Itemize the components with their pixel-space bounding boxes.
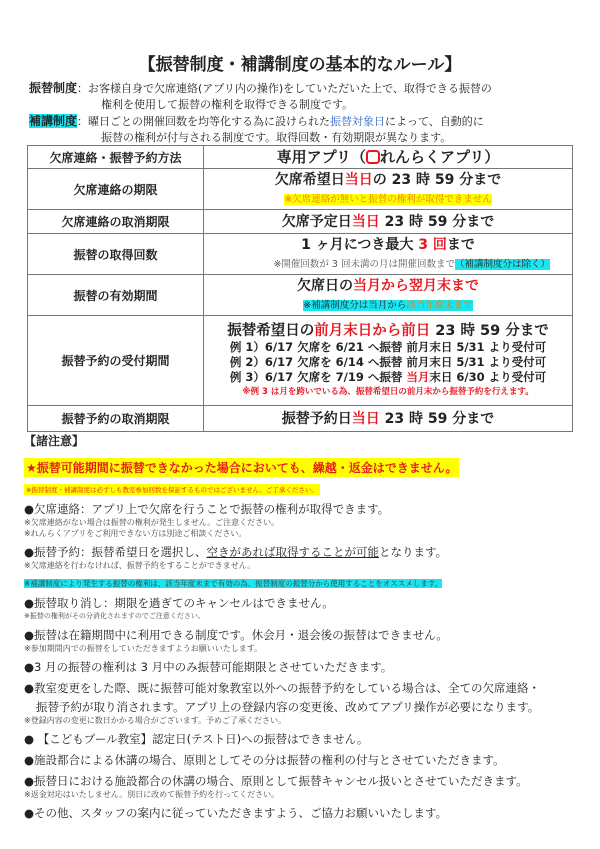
note-item-cont: 振替予約が取り消されます。アプリ上の登録内容の変更後、改めてアプリ操作が必要になります。 (36, 700, 540, 714)
t: となります。 (379, 545, 448, 559)
t-red: 前月末日から前日 (314, 323, 431, 339)
row-value (204, 316, 573, 406)
row-value (204, 275, 573, 316)
t: 振替予約日 (281, 410, 352, 427)
table-row (28, 146, 573, 169)
t: 末日 6/30 より受付可 (429, 370, 547, 384)
hoko-desc-2: 振替の権利が付与される制度です。取得回数・有効期限が異なります。 (101, 131, 452, 144)
note-sub: ※参加期間内での振替をしていただきますようお願いいたします。 (24, 644, 263, 653)
row-note-highlight: （補講制度分は除く） (454, 259, 550, 270)
row-value (204, 169, 573, 210)
app-name: れんらくアプリ） (380, 148, 500, 166)
table-row (28, 275, 573, 316)
table-row (28, 169, 573, 210)
note-item: ●振替は在籍期間中に利用できる制度です。休会月・退会後の振替はできません。 (24, 628, 448, 642)
note-item (24, 544, 584, 560)
t: 23 時 59 分まで (379, 213, 495, 230)
t-red: 当日 (344, 172, 373, 188)
t-red: 当月から翌月末まで (353, 278, 479, 294)
t-red: 当日 (351, 213, 380, 230)
note-item: ●3 月の振替の権利は 3 月中のみ振替可能期限とさせていただきます。 (24, 660, 393, 674)
hoko-desc: ：曜日ごとの開催回数を均等化する為に設けられた (77, 115, 331, 128)
t: ●振替予約：振替希望日を選択し、 (24, 545, 207, 559)
note-highlight: ※補講制度により発生する振替の権利は、該当年度末まで有効の為、振替制度の振替分から使用することをオススメします。 (24, 579, 443, 588)
t: まで (446, 237, 475, 253)
t: 例 3）6/17 欠席を 7/19 へ振替 (229, 370, 407, 384)
t-red: 当月 (406, 370, 430, 384)
t: 欠席予定日 (281, 213, 352, 230)
furikae-term: 振替制度 (29, 81, 78, 95)
row-label: 振替予約の受付期間 (28, 316, 204, 406)
t: 23 時 59 分まで (379, 410, 495, 427)
furikae-desc-2: 権利を使用して振替の権利を取得できる制度です。 (101, 98, 354, 111)
notes-section (24, 432, 584, 821)
t: 欠席日の (297, 278, 353, 294)
note-sub: ※欠席連絡を行わなければ、振替予約をすることができません。 (24, 561, 256, 570)
row-label: 欠席連絡の期限 (28, 169, 204, 210)
note-item: ● 【こどもプール教室】認定日(テスト日)への振替はできません。 (24, 732, 369, 746)
t: 23 時 59 分まで (430, 323, 549, 339)
row-value (204, 210, 573, 234)
row-value (204, 146, 573, 169)
table-row (28, 210, 573, 234)
row-note: ※開催回数が 3 回未満の月は開催回数まで (273, 259, 455, 270)
definitions (29, 80, 574, 146)
note-sub: ※返金対応はいたしません。別日に改めて振替予約を行ってください。 (24, 790, 280, 799)
note-item: ●欠席連絡：アプリ上で欠席を行うことで振替の権利が取得できます。 (24, 502, 390, 516)
furikae-desc: ：お客様自身で欠席連絡(アプリ内の操作)をしていただいた上で、取得できる振替の (77, 82, 492, 95)
t: ※補講制度分は当月から (303, 300, 407, 311)
note-item: ●振替取り消し：期限を過ぎてのキャンセルはできません。 (24, 596, 334, 610)
t: 振替希望日の (227, 323, 315, 339)
t: 該当年度末まで (406, 300, 473, 311)
note-sub: ※れんらくアプリをご利用できない方は別途ご相談ください。 (24, 529, 247, 538)
rules-table (27, 145, 573, 432)
table-row (28, 234, 573, 275)
note-sub: ※登録内容の変更に数日かかる場合がございます。予めご了承ください。 (24, 716, 287, 725)
note-sub: ※振替の権利がその分消化されますのでご注意ください。 (24, 612, 205, 620)
example-3 (204, 370, 572, 385)
row-label: 欠席連絡・振替予約方法 (28, 146, 204, 169)
note-item: ●施設都合による休講の場合、原則としてその分は振替の権利の付与とさせていただきます。 (24, 753, 505, 767)
page-title: 【振替制度・補講制度の基本的なルール】 (138, 55, 462, 75)
note-item: ●教室変更をした際、既に振替可能対象教室以外への振替予約をしている場合は、全ての欠席連絡・ (24, 681, 541, 695)
note-item: ●その他、スタッフの案内に従っていただきますよう、ご協力お願いいたします。 (24, 806, 448, 820)
row-note (303, 300, 472, 311)
row-label: 振替予約の取消期限 (28, 406, 204, 432)
star-warning: ★振替可能期間に振替できなかった場合においても、繰越・返金はできません。 (24, 458, 459, 477)
t-red: 当日 (351, 410, 380, 427)
table-row (28, 406, 573, 432)
row-value (204, 406, 573, 432)
row-label: 振替の取得回数 (28, 234, 204, 275)
notes-heading: 【諸注意】 (24, 434, 85, 448)
table-row (28, 316, 573, 406)
row-label: 欠席連絡の取消期限 (28, 210, 204, 234)
example-2: 例 2）6/17 欠席を 6/14 へ振替 前月末日 5/31 より受付可 (229, 355, 547, 369)
row-label: 振替の有効期間 (28, 275, 204, 316)
t: 欠席希望日 (274, 172, 345, 188)
t: の 23 時 59 分まで (372, 172, 502, 188)
hoko-desc-end: によって、自動的に (385, 115, 484, 128)
note-sub: ※欠席連絡がない場合は振替の権利が発生しません。ご注意ください。 (24, 518, 280, 527)
app-icon (366, 150, 380, 164)
row-note: ※欠席連絡が無いと振替の権利が取得できません (284, 194, 492, 205)
t-underline: 空きがあれば取得することが可能 (206, 545, 380, 559)
t: 1 ヶ月につき最大 (301, 237, 419, 253)
t-red: 3 回 (418, 237, 447, 253)
example-1: 例 1）6/17 欠席を 6/21 へ振替 前月末日 5/31 より受付可 (229, 340, 547, 354)
target-day-text: 振替対象日 (330, 115, 386, 128)
note-item: ●振替日における施設都合の休講の場合、原則として振替キャンセル扱いとさせていただきます。 (24, 774, 528, 788)
star-subnote: ※振替制度・補講制度は必ずしも教室参加回数を保証するものではございません。ご了承ください。 (26, 486, 318, 494)
hoko-term: 補講制度 (29, 114, 78, 128)
row-value (204, 234, 573, 275)
row-note: ※例 3 は月を跨いでいる為、振替希望日の前月末から振替予約を行えます。 (242, 387, 534, 397)
app-text: 専用アプリ（ (276, 148, 366, 166)
